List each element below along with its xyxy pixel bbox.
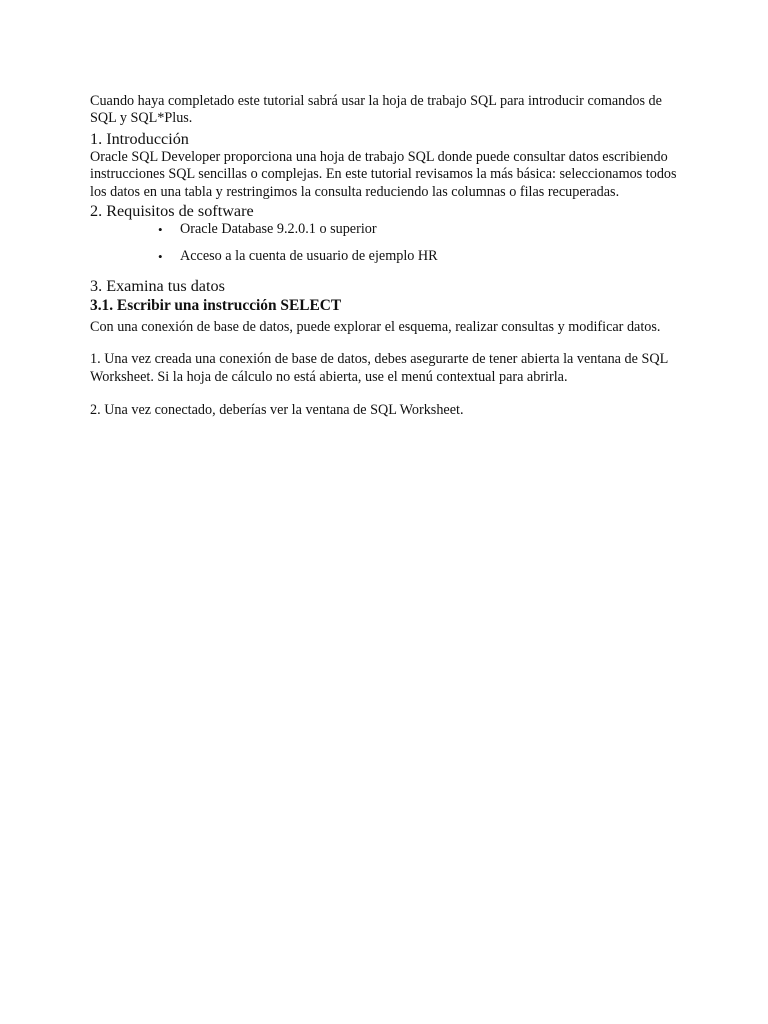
section-heading-requisitos: 2. Requisitos de software [90, 202, 254, 221]
document-page [90, 93, 680, 419]
subsection-heading-select: 3.1. Escribir una instrucción SELECT [90, 296, 342, 314]
body-paragraph: 1. Una vez creada una conexión de base de datos, debes asegurarte de tener abierta la ventana de SQL Worksheet. Si la hoja de cálculo no está abierta, use el menú contextual para abrirla. [90, 351, 668, 385]
requirements-list [90, 221, 680, 266]
bullet-icon: • [158, 222, 163, 238]
list-item [90, 221, 680, 238]
list-item-text: Acceso a la cuenta de usuario de ejemplo HR [180, 248, 438, 265]
section-heading-introduccion: 1. Introducción [90, 129, 189, 148]
section-heading-examina: 3. Examina tus datos [90, 276, 225, 295]
list-item-text: Oracle Database 9.2.0.1 o superior [180, 221, 377, 238]
bullet-icon: • [158, 249, 163, 265]
intro-paragraph: Cuando haya completado este tutorial sabrá usar la hoja de trabajo SQL para introducir comandos de SQL y SQL*Plus. [90, 93, 662, 127]
introduccion-paragraph: Oracle SQL Developer proporciona una hoja de trabajo SQL donde puede consultar datos escribiendo instrucciones SQL sencillas o complejas. En este tutorial revisamos la más básica: seleccionamos todos los datos en una tabla y restringimos la consulta reduciendo las columnas o filas recuperadas. [90, 148, 677, 200]
body-paragraph: Con una conexión de base de datos, puede explorar el esquema, realizar consultas y modificar datos. [90, 318, 661, 335]
body-paragraph: 2. Una vez conectado, deberías ver la ventana de SQL Worksheet. [90, 402, 464, 419]
list-item [90, 248, 680, 265]
